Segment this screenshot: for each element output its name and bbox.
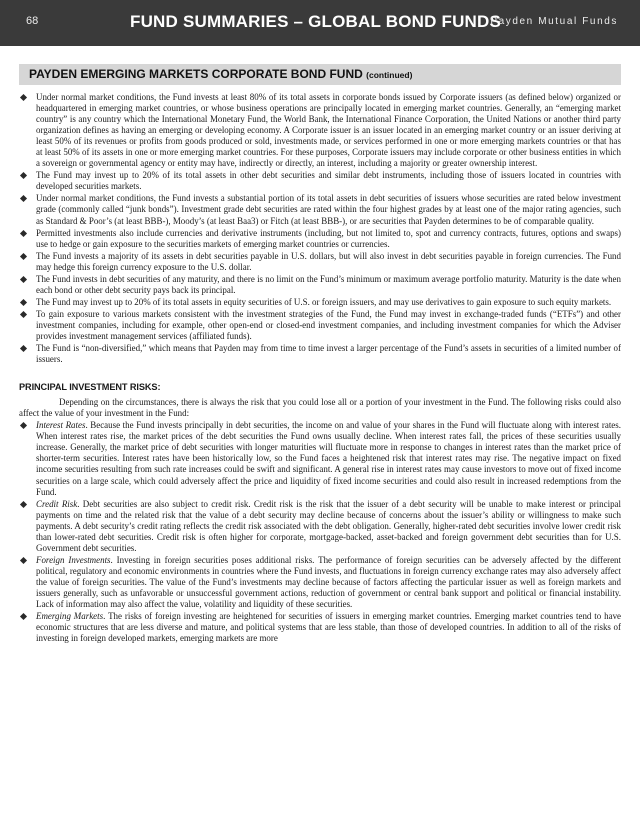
risks-intro: Depending on the circumstances, there is always the risk that you could lose all or a portion of your investment in the Fund. The following risks could also affect the value of your investment in the Fund: <box>19 397 621 419</box>
strategy-bullet <box>19 343 621 365</box>
bullet-diamond-icon <box>20 345 27 352</box>
main-content <box>19 92 621 645</box>
strategy-bullet <box>19 309 621 342</box>
strategy-bullet <box>19 297 621 308</box>
bullet-text: Under normal market conditions, the Fund invests a substantial portion of its total assets in debt securities of issuers whose securities are rated below investment grade (commonly called “junk bonds”). Investment grade debt securities are rated within the four highest grades by at least one of the major rating agencies, such as Standard & Poor’s (at least BBB-), Moody’s (at least Baa3) or Fitch (at least BBB-), or are securities that Payden determines to be of comparable quality. <box>36 193 621 226</box>
strategy-bullet <box>19 193 621 226</box>
page-title: FUND SUMMARIES – GLOBAL BOND FUNDS <box>130 12 502 31</box>
risk-text: . Because the Fund invests principally in debt securities, the income on and value of your shares in the Fund will fluctuate along with interest rates. When interest rates rise, the market prices of the debt securities the Fund owns usually decline. When interest rates fall, the prices of these securities usually increase. Generally, the market price of debt securities with longer maturities will fluctuate more in response to changes in interest rates than the market price of shorter-term securities. Interest rates have been historically low, so the Fund faces a heightened risk that interest rates may rise. The negative impact on fixed income securities resulting from such rate increases could be swift and significant. A general rise in interest rates may cause investors to move out of fixed income securities on a large scale, which could adversely affect the price and liquidity of fixed income securities and could also result in increased redemptions from the Fund. <box>36 420 621 497</box>
risk-name: Credit Risk <box>36 498 78 509</box>
risk-item <box>19 420 621 497</box>
bullet-text: The Fund may invest up to 20% of its total assets in equity securities of U.S. or foreign issuers, and may use derivatives to gain exposure to such equity markets. <box>36 296 612 307</box>
bullet-diamond-icon <box>20 230 27 237</box>
bullet-text: Permitted investments also include currencies and derivative instruments (including, but not limited to, spot and currency contracts, futures, options and swaps) use to hedge or gain exposure to the securities markets of emerging market countries or currencies. <box>36 227 621 249</box>
bullet-diamond-icon <box>20 311 27 318</box>
bullet-text: The Fund may invest up to 20% of its total assets in other debt securities and similar debt instruments, including those of issuers located in countries with developed securities markets. <box>36 170 621 192</box>
bullet-diamond-icon <box>20 94 27 101</box>
risk-name: Emerging Markets <box>36 611 104 622</box>
fund-title-banner <box>19 64 621 85</box>
bullet-diamond-icon <box>20 422 27 429</box>
risk-name: Interest Rates <box>36 420 86 431</box>
strategy-bullet <box>19 251 621 273</box>
risk-item <box>19 499 621 554</box>
bullet-text: Under normal market conditions, the Fund invests at least 80% of its total assets in corporate bonds issued by Corporate issuers (as defined below) organized or headquartered in emerging market countries, or whose business operations are principally located in emerging market countries. Generally, an “emerging market country” is any country which the International Monetary Fund, the World Bank, the International Finance Corporation, the United Nations or another third party organization defines as having an emerging or developing economy. A Corporate issuer is an issuer located in an emerging market country or an issuer deriving at least 50% of its revenues or profits from goods produced or sold, investments made, or services performed in one or more emerging markets countries or that has at least 50% of its assets in one or more emerging market countries. For these purposes, Corporate issuers may include corporate or other business entities in which a sovereign or governmental agency or entity may have, indirectly or directly, an interest, including a majority or greater ownership interest. <box>36 92 621 169</box>
continued-label: (continued) <box>366 70 413 80</box>
risk-name: Foreign Investments <box>36 554 111 565</box>
risks-heading: PRINCIPAL INVESTMENT RISKS: <box>19 382 161 393</box>
bullet-diamond-icon <box>20 501 27 508</box>
strategy-bullet <box>19 274 621 296</box>
risk-text: . Debt securities are also subject to credit risk. Credit risk is the risk that the issuer of a debt security will be unable to make interest or principal payments on time and the related risk that the value of a debt security may decline because of concerns about the issuer’s ability or willingness to make such payments. A debt security’s credit rating reflects the credit risk associated with the debt obligation. Generally, higher-rated debt securities involve lower credit risk than lower-rated debt securities. Credit risk is often higher for corporate, mortgage-backed, asset-backed and foreign government debt securities than for U.S. Government debt securities. <box>36 498 622 553</box>
bullet-diamond-icon <box>20 557 27 564</box>
bullet-text: The Fund invests in debt securities of any maturity, and there is no limit on the Fund’s minimum or maximum average portfolio maturity. Maturity is the date when each bond or other debt security pays back its principal. <box>36 273 621 295</box>
bullet-diamond-icon <box>20 276 27 283</box>
strategy-bullet <box>19 92 621 169</box>
bullet-text: The Fund is “non-diversified,” which means that Payden may from time to time invest a larger percentage of the Fund’s assets in securities of a limited number of issuers. <box>36 343 621 365</box>
fund-title: PAYDEN EMERGING MARKETS CORPORATE BOND FUND <box>29 67 363 81</box>
page-header <box>0 0 640 46</box>
bullet-diamond-icon <box>20 195 27 202</box>
bullet-text: The Fund invests a majority of its assets in debt securities payable in U.S. dollars, but will also invest in debt securities payable in foreign currencies. The Fund may hedge this foreign currency exposure to the U.S. dollar. <box>36 250 621 272</box>
bullet-diamond-icon <box>20 613 27 620</box>
risk-item <box>19 555 621 610</box>
page-number: 68 <box>26 15 39 27</box>
bullet-diamond-icon <box>20 172 27 179</box>
bullet-text: To gain exposure to various markets consistent with the investment strategies of the Fund, the Fund may invest in exchange-traded funds (“ETFs”) and other investment companies, including for example, other open-end or closed-end investment companies, and including investment companies for which the Adviser provides investment management services (affiliated funds). <box>36 308 621 341</box>
risk-item <box>19 611 621 644</box>
risk-list <box>19 420 621 644</box>
bullet-diamond-icon <box>20 253 27 260</box>
brand-name: Payden Mutual Funds <box>490 16 618 27</box>
strategy-bullet <box>19 170 621 192</box>
bullet-diamond-icon <box>20 299 27 306</box>
strategy-bullet <box>19 228 621 250</box>
risk-text: . The risks of foreign investing are heightened for securities of issuers in emerging market countries. Emerging market countries tend to have economic structures that are less diverse and mature, and political systems that are less stable, than those of developed countries. In addition to all of the risks of investing in foreign developed markets, emerging markets are more <box>36 611 622 644</box>
strategy-bullet-list <box>19 92 621 365</box>
risk-text: . Investing in foreign securities poses additional risks. The performance of foreign securities can be adversely affected by the different political, regulatory and economic environments in countries where the Fund invests, and fluctuations in foreign currency exchange rates may also adversely affect the value of foreign securities. The value of the Fund’s investments may decline because of factors affecting the particular issuer as well as foreign markets and issuers generally, such as unfavorable or unsuccessful government actions, reduction of government or central bank support and political or financial instability. Lack of information may also affect the value, volatility and liquidity of these securities. <box>36 554 621 610</box>
